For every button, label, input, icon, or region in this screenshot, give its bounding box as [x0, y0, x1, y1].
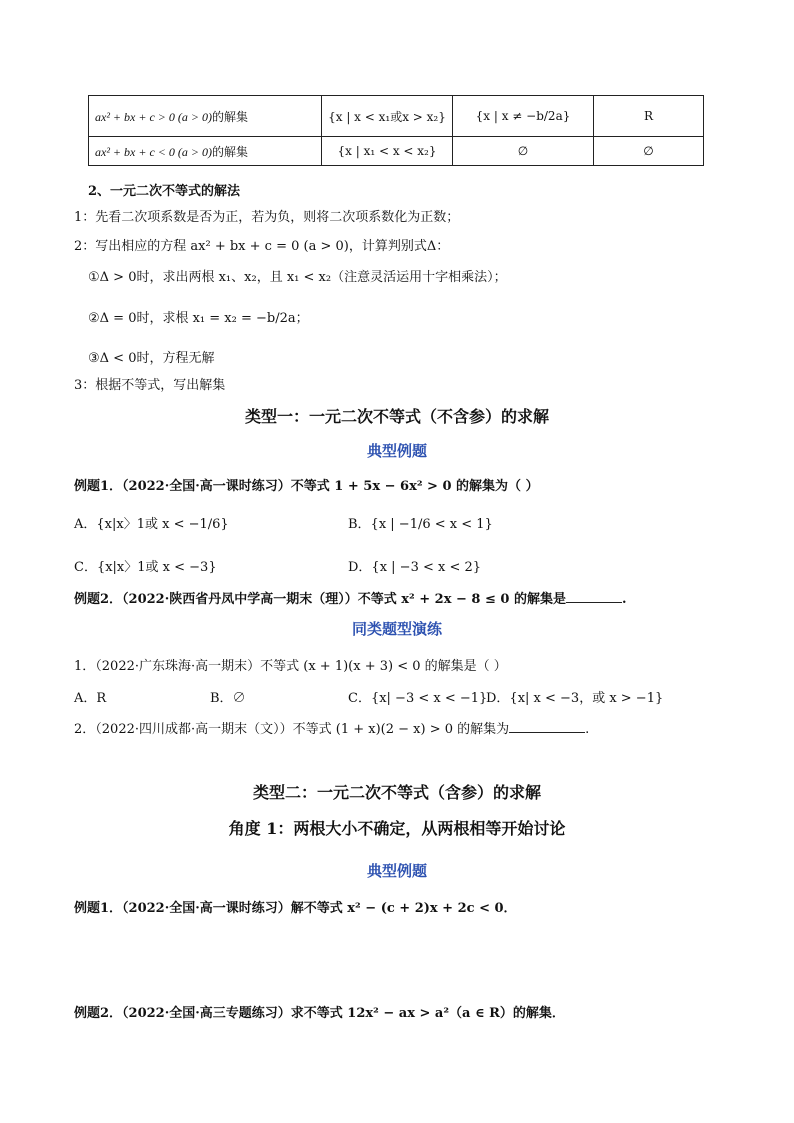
- table-cell-delta-zero: {x | x ≠ −b/2a}: [453, 96, 594, 137]
- type2-angle-heading: 角度 1：两根大小不确定，从两根相等开始讨论: [228, 819, 566, 838]
- table-cell-delta-positive: {x | x < x₁或x > x₂}: [322, 96, 453, 137]
- practice-1-question: 1．（2022·广东珠海·高一期末）不等式 (x + 1)(x + 3) < 0 的解集是（ ）: [74, 659, 507, 674]
- condition-text: 的解集: [211, 144, 248, 159]
- type1-example-2: 例题2．（2022·陕西省丹凤中学高一期末（理））不等式 x² + 2x − 8 ≤ 0 的解集是 .: [74, 592, 627, 607]
- option-c: C．{x|x〉1或 x < −3}: [74, 560, 217, 575]
- answer-blank: [566, 590, 622, 603]
- type1-title: 类型一：一元二次不等式（不含参）的求解: [244, 407, 549, 426]
- practice-option-b: B．∅: [210, 691, 246, 706]
- option-b: B．{x | −1/6 < x < 1}: [348, 517, 493, 532]
- type2-example-1: 例题1．（2022·全国·高一课时练习）解不等式 x² − (c + 2)x + 2c < 0．: [74, 901, 517, 916]
- method-case-1: ①Δ > 0时，求出两根 x₁、x₂，且 x₁ < x₂（注意灵活运用十字相乘法）；: [88, 270, 507, 285]
- answer-blank: [509, 720, 585, 733]
- practice-option-c: C．{x| −3 < x < −1}: [348, 691, 488, 706]
- table-cell-delta-negative: R: [594, 96, 704, 137]
- solution-set-table: [88, 95, 704, 166]
- table-cell-condition: [89, 137, 322, 166]
- method-step-1: 1：先看二次项系数是否为正，若为负，则将二次项系数化为正数；: [74, 210, 460, 225]
- practice-2-question: 2．（2022·四川成都·高一期末（文））不等式 (1 + x)(2 − x) > 0 的解集为: [74, 722, 510, 737]
- condition-math: ax² + bx + c > 0 (a > 0): [95, 109, 212, 124]
- table-row: [89, 96, 704, 137]
- table-cell-delta-negative: ∅: [594, 137, 704, 166]
- type1-examples-heading: 典型例题: [366, 442, 427, 460]
- type1-practice-heading: 同类题型演练: [351, 620, 442, 638]
- type2-examples-heading: 典型例题: [366, 862, 427, 880]
- option-a: A．{x|x〉1或 x < −1/6}: [74, 517, 229, 532]
- type2-title: 类型二：一元二次不等式（含参）的求解: [252, 783, 541, 802]
- example-2-question: 例题2．（2022·陕西省丹凤中学高一期末（理））不等式 x² + 2x − 8 ≤ 0 的解集是: [74, 592, 566, 607]
- method-step-2: 2：写出相应的方程 ax² + bx + c = 0 (a > 0)，计算判别式Δ：: [74, 239, 450, 254]
- condition-text: 的解集: [211, 109, 248, 124]
- option-d: D．{x | −3 < x < 2}: [348, 560, 482, 575]
- type2-example-2: 例题2．（2022·全国·高三专题练习）求不等式 12x² − ax > a²（a ∈ R）的解集．: [74, 1006, 565, 1021]
- table-row: [89, 137, 704, 166]
- method-step-3: 3：根据不等式，写出解集: [74, 378, 226, 393]
- type1-example-1: [74, 475, 539, 494]
- method-case-3: ③Δ < 0时，方程无解: [88, 351, 215, 366]
- practice-option-a: A．R: [74, 691, 107, 706]
- practice-option-d: D．{x| x < −3，或 x > −1}: [486, 691, 664, 706]
- practice-2: 2．（2022·四川成都·高一期末（文））不等式 (1 + x)(2 − x) > 0 的解集为 .: [74, 722, 590, 737]
- table-cell-delta-zero: ∅: [453, 137, 594, 166]
- method-case-2: ②Δ = 0时，求根 x₁ = x₂ = −b/2a；: [88, 311, 309, 326]
- example-1-question: 例题1．（2022·全国·高一课时练习）不等式 1 + 5x − 6x² > 0 的解集为（ ）: [74, 479, 539, 494]
- table-cell-condition: [89, 96, 322, 137]
- condition-math: ax² + bx + c < 0 (a > 0): [95, 144, 212, 159]
- table-cell-delta-positive: {x | x₁ < x < x₂}: [322, 137, 453, 166]
- method-heading: 2、一元二次不等式的解法: [88, 184, 241, 199]
